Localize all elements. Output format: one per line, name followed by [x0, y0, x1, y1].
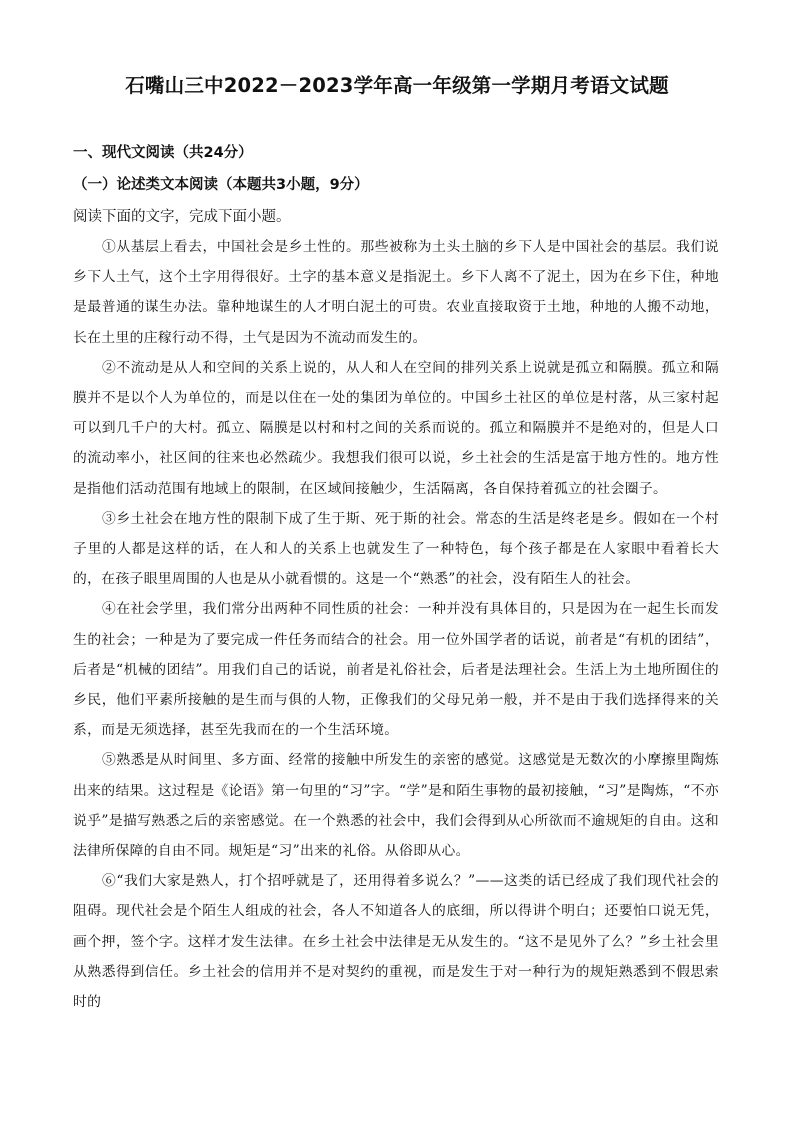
- exam-title: 石嘴山三中2022－2023学年高一年级第一学期月考语文试题: [125, 74, 669, 97]
- passage-paragraph-3: ③乡土社会在地方性的限制下成了生于斯、死于斯的社会。常态的生活是终老是乡。假如在一个村子里的人都是这样的话，在人和人的关系上也就发生了一种特色，每个孩子都是在人家眼中看着长大的，在孩子眼里周围的人也是从小就看惯的。这是一个“熟悉”的社会，没有陌生人的社会。: [73, 510, 719, 588]
- reading-passage: [73, 232, 719, 1017]
- passage-paragraph-5: ⑤熟悉是从时间里、多方面、经常的接触中所发生的亲密的感觉。这感觉是无数次的小摩擦里陶炼出来的结果。这过程是《论语》第一句里的“习”字。“学”是和陌生事物的最初接触，“习”是陶炼，“不亦说乎”是描写熟悉之后的亲密感觉。在一个熟悉的社会中，我们会得到从心所欲而不逾规矩的自由。这和法律所保障的自由不同。规矩是“习”出来的礼俗。从俗即从心。: [73, 752, 719, 860]
- sub-section-heading: （一）论述类文本阅读（本题共3小题，9分）: [73, 177, 369, 193]
- reading-instruction: 阅读下面的文字，完成下面小题。: [73, 209, 291, 225]
- passage-paragraph-4: ④在社会学里，我们常分出两种不同性质的社会：一种并没有具体目的，只是因为在一起生长而发生的社会；一种是为了要完成一件任务而结合的社会。用一位外国学者的话说，前者是“有机的团结”，后者是“机械的团结”。用我们自己的话说，前者是礼俗社会，后者是法理社会。生活上为土地所囿住的乡民，他们平素所接触的是生而与俱的人物，正像我们的父母兄弟一般，并不是由于我们选择得来的关系，而是无须选择，甚至先我而在的一个生活环境。: [73, 601, 719, 739]
- passage-paragraph-6: ⑥“我们大家是熟人，打个招呼就是了，还用得着多说么？”——这类的话已经成了我们现代社会的阻碍。现代社会是个陌生人组成的社会，各人不知道各人的底细，所以得讲个明白；还要怕口说无凭，画个押，签个字。这样才发生法律。在乡土社会中法律是无从发生的。“这不是见外了么？”乡土社会里从熟悉得到信任。乡土社会的信用并不是对契约的重视，而是发生于对一种行为的规矩熟悉到不假思索时的: [73, 873, 719, 1011]
- section-heading: 一、现代文阅读（共24分）: [73, 145, 253, 161]
- passage-paragraph-1: ①从基层上看去，中国社会是乡土性的。那些被称为土头土脑的乡下人是中国社会的基层。我们说乡下人土气，这个土字用得很好。土字的基本意义是指泥土。乡下人离不了泥土，因为在乡下住，种地是最普通的谋生办法。靠种地谋生的人才明白泥土的可贵。农业直接取资于土地，种地的人搬不动地，长在土里的庄稼行动不得，土气是因为不流动而发生的。: [73, 239, 719, 346]
- passage-paragraph-2: ②不流动是从人和空间的关系上说的，从人和人在空间的排列关系上说就是孤立和隔膜。孤立和隔膜并不是以个人为单位的，而是以住在一处的集团为单位的。中国乡土社区的单位是村落，从三家村起可以到几千户的大村。孤立、隔膜是以村和村之间的关系而说的。孤立和隔膜并不是绝对的，但是人口的流动率小，社区间的往来也必然疏少。我想我们很可以说，乡土社会的生活是富于地方性的。地方性是指他们活动范围有地域上的限制，在区域间接触少，生活隔离，各自保持着孤立的社会圈子。: [73, 359, 719, 497]
